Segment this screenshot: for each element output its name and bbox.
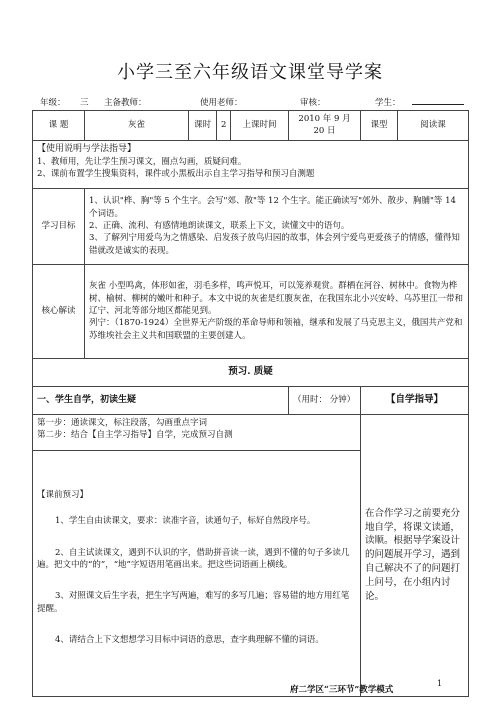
- time-used: （用时： 分钟）: [289, 386, 361, 414]
- lesson-row: [33, 111, 469, 141]
- pre-item: 3、对照课文后生字表，把生字写两遍，难写的多写几遍；容易错的地方用红笔提醒。: [37, 591, 350, 614]
- objectives-label: 学习目标: [33, 188, 85, 264]
- type-label: 课型: [361, 111, 398, 141]
- key-terms-label: 核心解读: [33, 264, 85, 358]
- objective-item: 1、认识"桦、胸"等 5 个生字。会写"郊、散"等 12 个生字。能正确读写"郊外、散步、胸脯"等 14 个词语。: [89, 196, 456, 219]
- period-value: 2: [217, 111, 231, 141]
- pre-heading: 【课前预习】: [37, 490, 89, 501]
- guide-heading: 【使用说明与学法指导】: [37, 143, 137, 154]
- guide-line: 2、课前布置学生搜集资料，课件或小黑板出示自主学习指导和预习自测题: [37, 168, 315, 179]
- steps-row: [33, 414, 469, 450]
- pre-item: 4、请结合上下文想想学习目标中词语的意思，查字典理解不懂的词语。: [55, 634, 324, 645]
- page-number: 1: [437, 679, 443, 688]
- pre-item: 2、自主试读课文，遇到不认识的字，借助拼音读一读，遇到不懂的句子多读几遍。把文中的“的”，“地”字短语用笔画出来。把这些词语画上横线。: [37, 547, 350, 570]
- objectives-row: [33, 188, 469, 264]
- time-value: 2010 年 9 月 20 日: [289, 111, 361, 141]
- pre-item: 1、学生自由读课文，要求：读准字音，读通句子，标好自然段序号。: [55, 516, 316, 527]
- grade-label: 年级：: [40, 98, 66, 108]
- self-guide-note: 在合作学习之前要充分地自学，将课文读通，读顺。根据导学案设计的问题展开学习，遇到自己解决不了的问题打上问号，在小组内讨论。: [361, 414, 469, 696]
- step-item: 第一步：通读课文，标注段落，勾画重点字词: [37, 417, 208, 428]
- period-label: 课时: [189, 111, 217, 141]
- self-guide-header: 【自学指导】: [361, 386, 469, 414]
- guide-row: [33, 140, 469, 188]
- topic-label: 课 题: [33, 111, 85, 141]
- footer-text: 府二学区“三环节”教学模式: [290, 685, 394, 695]
- objective-item: 2、正确、流利、有感情地朗读课文，联系上下文，读懂文中的语句。: [89, 220, 350, 231]
- grade-value: 三: [80, 98, 89, 108]
- preview-title: 预习. 质疑: [33, 358, 469, 386]
- key-term-item: 灰雀 小型鸣禽，体形如雀，羽毛多样，鸣声悦耳，可以笼养观赏。群栖在河谷、树林中。食物为桦树、榆树、柳树的嫩叶和种子。本文中说的灰雀是红腹灰雀，在我国东北小兴安岭、乌苏里江一带和辽宁、河北等部分地区都能见到。: [89, 281, 464, 316]
- preview-title-row: [33, 358, 469, 386]
- key-terms-row: [33, 264, 469, 358]
- time-label: 上课时间: [231, 111, 289, 141]
- topic-value: 灰雀: [85, 111, 189, 141]
- guide-line: 1、教师用，先让学生预习课文，圈点勾画，质疑问难。: [37, 156, 247, 167]
- key-term-item: 列宁：（1870-1924）全世界无产阶级的革命导师和领袖，继承和发展了马克思主义，俄国共产党和苏维埃社会主义共和国联盟的主要创建人。: [89, 318, 463, 341]
- step1-row: [33, 386, 469, 414]
- student-label: 学生：: [375, 98, 401, 108]
- objective-item: 3、了解列宁用爱鸟为之情感染、启发孩子放鸟归园的故事，体会列宁爱鸟更爱孩子的情感，懂得知错就改是诚实的表现。: [89, 233, 460, 256]
- type-value: 阅读课: [398, 111, 469, 141]
- review-label: 审核：: [300, 98, 326, 108]
- teacher-label: 主备教师：: [104, 98, 147, 108]
- user-teacher-label: 使用老师：: [200, 98, 243, 108]
- step1-title: 一、学生自学，初读生疑: [33, 386, 289, 414]
- page-title: 小学三至六年级语文课堂导学案: [117, 62, 383, 83]
- lesson-plan-table: [32, 110, 469, 697]
- step-item: 第二步：结合【自主学习指导】自学，完成预习自测: [37, 429, 233, 440]
